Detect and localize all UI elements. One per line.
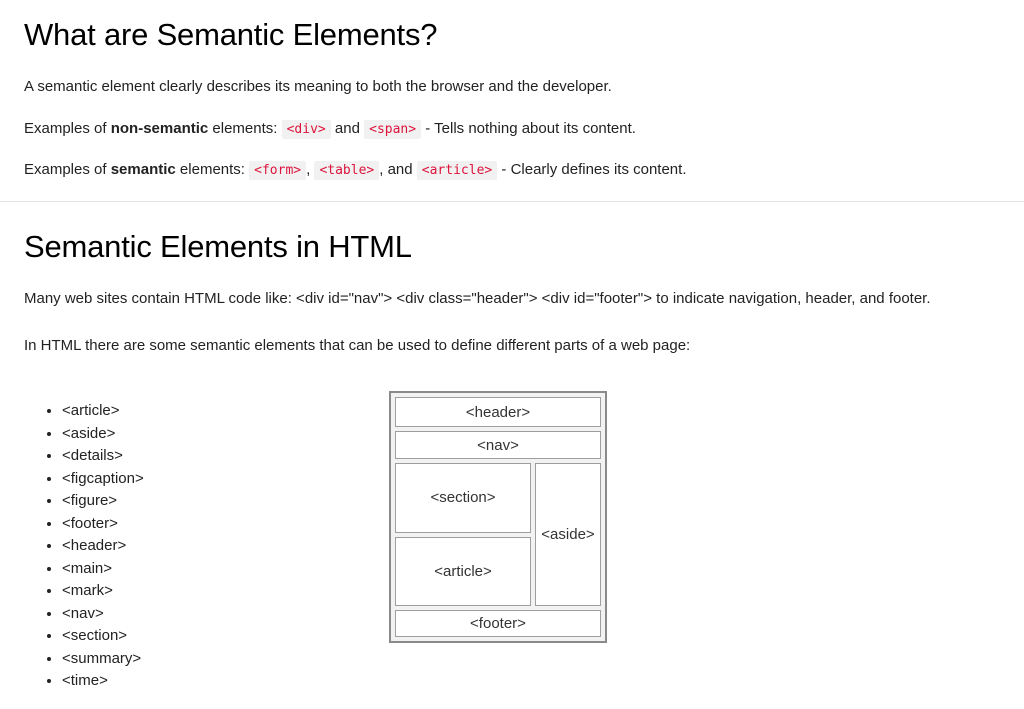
diagram-section-box: <section> [395,463,531,533]
text-segment: , and [379,161,417,178]
text-segment: elements: [175,161,250,178]
list-item: • <figure> [62,490,144,513]
list-item: • <time> [62,670,144,693]
text-segment: - Clearly defines its content. [497,161,687,178]
list-item: • <aside> [62,423,144,446]
list-item: • <mark> [62,580,144,603]
paragraph-div-code-example: Many web sites contain HTML code like: <div id="nav"> <div class="header"> <div id="footer"> to indicate navigation, header, and footer. [24,290,931,307]
text-segment: Examples of [24,120,111,137]
non-semantic-term: non-semantic [110,120,209,137]
text-segment: Examples of [24,161,111,178]
text-segment: and [330,120,365,137]
intro-paragraph: A semantic element clearly describes its meaning to both the browser and the developer. [24,78,612,95]
list-item: • <main> [62,558,144,581]
list-item: • <figcaption> [62,468,144,491]
text-segment: - Tells nothing about its content. [421,120,636,137]
text-segment: elements: [208,120,282,137]
heading-what-are-semantic-elements: What are Semantic Elements? [24,17,438,52]
diagram-left-column [395,463,531,606]
paragraph-define-parts: In HTML there are some semantic elements that can be used to define different parts of a web page: [24,337,691,354]
semantic-examples-paragraph [24,159,687,182]
semantic-layout-diagram [389,391,607,643]
list-item: • <nav> [62,603,144,626]
list-item: • <section> [62,625,144,648]
list-item: • <details> [62,445,144,468]
heading-semantic-elements-in-html: Semantic Elements in HTML [24,229,412,264]
section-divider [0,201,1024,202]
code-chip-form: <form> [249,161,306,180]
code-chip-span: <span> [364,120,421,139]
diagram-footer-box: <footer> [395,610,601,637]
list-item: • <footer> [62,513,144,536]
code-chip-div: <div> [282,120,331,139]
semantic-elements-list [24,400,144,693]
code-chip-article: <article> [417,161,497,180]
list-item: • <summary> [62,648,144,671]
diagram-article-box: <article> [395,537,531,607]
diagram-header-box: <header> [395,397,601,427]
code-chip-table: <table> [314,161,379,180]
non-semantic-examples-paragraph [24,118,636,141]
text-segment: , [306,161,315,178]
diagram-aside-box: <aside> [535,463,601,606]
list-item: • <article> [62,400,144,423]
semantic-term: semantic [110,161,176,178]
diagram-middle-row [395,463,601,606]
list-item: • <header> [62,535,144,558]
diagram-nav-box: <nav> [395,431,601,459]
